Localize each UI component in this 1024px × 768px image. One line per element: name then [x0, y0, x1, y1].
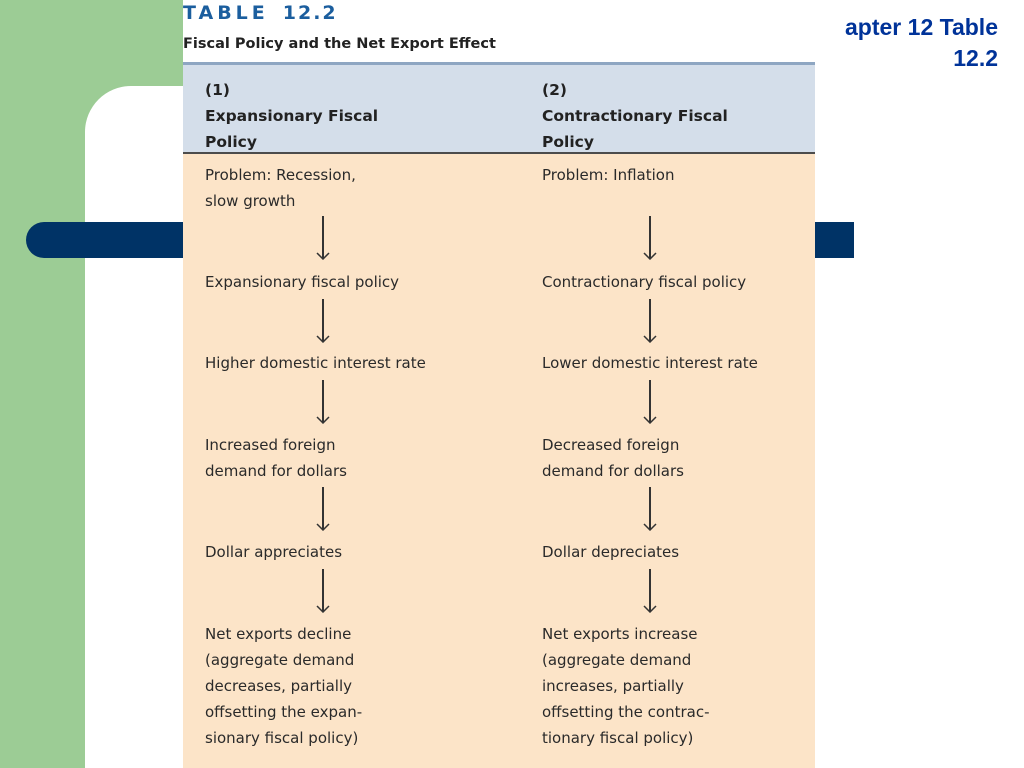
column-title: Expansionary Fiscal Policy: [205, 107, 379, 151]
table-figure: [183, 0, 815, 768]
down-arrow-icon: [642, 216, 658, 260]
table-number: 12.2: [282, 2, 338, 24]
column-title: Contractionary Fiscal Policy: [542, 107, 728, 151]
column-expansionary: [205, 154, 525, 768]
down-arrow-icon: [315, 216, 331, 260]
step-dollar: Dollar depreciates: [542, 543, 680, 561]
column-number: (1): [205, 81, 230, 99]
step-problem: Problem: Inflation: [542, 166, 675, 184]
step-foreign-demand: Decreased foreign demand for dollars: [542, 436, 684, 480]
table-label-word: TABLE: [183, 2, 269, 24]
step-foreign-demand: Increased foreign demand for dollars: [205, 436, 347, 480]
step-policy: Expansionary fiscal policy: [205, 273, 400, 291]
step-interest-rate: Higher domestic interest rate: [205, 354, 426, 372]
figure-header: [183, 0, 815, 62]
down-arrow-icon: [642, 569, 658, 613]
down-arrow-icon: [315, 299, 331, 343]
column-header-expansionary: [205, 77, 495, 155]
step-net-exports: Net exports decline (aggregate demand decreases, partially offsetting the expan- sionary fiscal policy): [205, 625, 363, 747]
column-number: (2): [542, 81, 567, 99]
down-arrow-icon: [315, 569, 331, 613]
table-header: [183, 62, 815, 154]
step-interest-rate: Lower domestic interest rate: [542, 354, 758, 372]
column-header-contractionary: [542, 77, 812, 155]
down-arrow-icon: [642, 487, 658, 531]
table-label: [183, 2, 338, 24]
down-arrow-icon: [642, 380, 658, 424]
slide-title: apter 12 Table 12.2: [845, 14, 998, 71]
down-arrow-icon: [315, 380, 331, 424]
down-arrow-icon: [315, 487, 331, 531]
table-caption: Fiscal Policy and the Net Export Effect: [183, 36, 496, 52]
step-net-exports: Net exports increase (aggregate demand increases, partially offsetting the contrac- tionary fiscal policy): [542, 625, 710, 747]
step-problem: Problem: Recession, slow growth: [205, 166, 356, 210]
table-body: [183, 154, 815, 768]
down-arrow-icon: [642, 299, 658, 343]
step-policy: Contractionary fiscal policy: [542, 273, 747, 291]
column-contractionary: [542, 154, 815, 768]
step-dollar: Dollar appreciates: [205, 543, 343, 561]
